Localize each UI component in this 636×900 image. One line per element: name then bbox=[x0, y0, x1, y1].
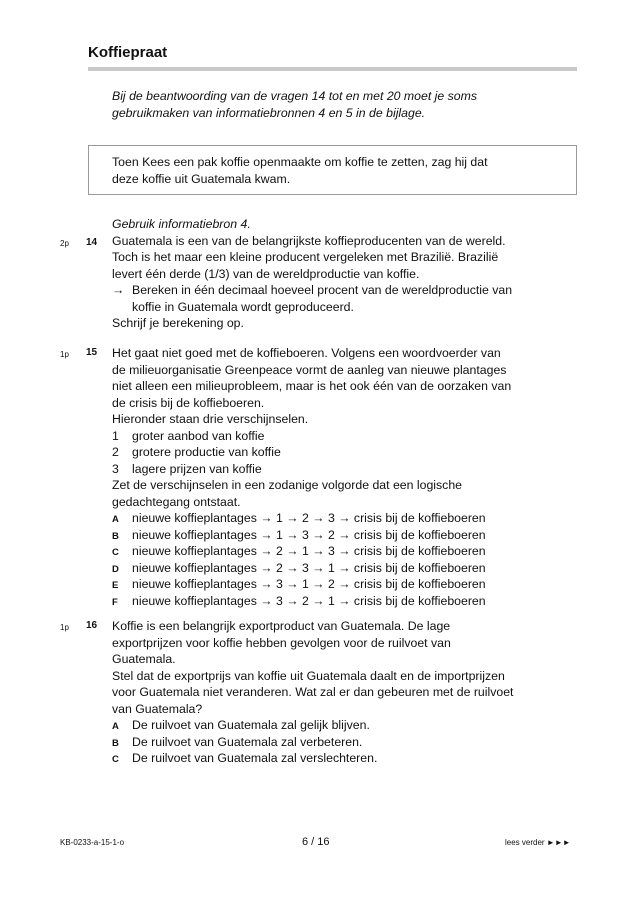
question-16-body bbox=[112, 618, 557, 767]
answer-option[interactable] bbox=[112, 576, 557, 593]
context-box bbox=[88, 145, 577, 195]
option-letter: F bbox=[112, 596, 118, 608]
context-line: Toen Kees een pak koffie openmaakte om koffie te zetten, zag hij dat bbox=[112, 155, 488, 169]
question-text-line: Guatemala. bbox=[112, 652, 176, 666]
intro-line: gebruikmaken van informatiebronnen 4 en 5 in de bijlage. bbox=[112, 105, 426, 120]
answer-option[interactable] bbox=[112, 717, 557, 734]
option-letter: D bbox=[112, 563, 119, 575]
question-number: 15 bbox=[86, 347, 98, 358]
list-text: lagere prijzen van koffie bbox=[132, 461, 262, 476]
list-number: 3 bbox=[112, 461, 119, 476]
title-rule bbox=[88, 67, 577, 71]
question-number: 14 bbox=[86, 237, 98, 248]
task-line bbox=[112, 282, 557, 299]
instruction-line: gedachtegang ontstaat. bbox=[112, 494, 241, 509]
answer-option[interactable] bbox=[112, 543, 557, 560]
answer-option[interactable] bbox=[112, 750, 557, 767]
option-text: De ruilvoet van Guatemala zal verbeteren. bbox=[132, 734, 363, 749]
answer-option[interactable] bbox=[112, 734, 557, 751]
question-points: 1p bbox=[60, 623, 69, 632]
option-letter: E bbox=[112, 580, 119, 591]
continue-indicator: lees verder ►►► bbox=[505, 838, 571, 847]
list-item bbox=[112, 444, 557, 461]
option-text: nieuwe koffieplantages → 1 → 2 → 3 → crisis bij de koffieboeren bbox=[132, 511, 486, 525]
option-text: De ruilvoet van Guatemala zal verslechteren. bbox=[132, 751, 378, 765]
list-text: grotere productie van koffie bbox=[132, 445, 281, 459]
question-text-line: Hieronder staan drie verschijnselen. bbox=[112, 412, 309, 426]
question-text-line: Toch is het maar een kleine producent vergeleken met Brazilië. Brazilië bbox=[112, 250, 499, 264]
context-text bbox=[112, 154, 542, 187]
question-closing: Schrijf je berekening op. bbox=[112, 316, 244, 330]
option-letter: B bbox=[112, 530, 119, 542]
question-text-line: Guatemala is een van de belangrijkste koffieproducenten van de wereld. bbox=[112, 233, 506, 248]
question-points: 2p bbox=[60, 239, 69, 248]
answer-option[interactable] bbox=[112, 593, 557, 610]
question-number: 16 bbox=[86, 620, 98, 631]
exam-code: KB-0233-a-15-1-o bbox=[60, 838, 125, 847]
question-text-line: Koffie is een belangrijk exportproduct van Guatemala. De lage bbox=[112, 619, 451, 633]
question-text-line: exportprijzen voor koffie hebben gevolgen voor de ruilvoet van bbox=[112, 635, 451, 650]
list-number: 2 bbox=[112, 445, 119, 459]
instruction-line: Zet de verschijnselen in een zodanige volgorde dat een logische bbox=[112, 478, 463, 492]
question-text-line: Stel dat de exportprijs van koffie uit Guatemala daalt en de importprijzen bbox=[112, 668, 505, 683]
answer-option[interactable] bbox=[112, 510, 557, 527]
page-number: 6 / 16 bbox=[302, 836, 330, 848]
question-15-body bbox=[112, 345, 557, 609]
list-number: 1 bbox=[112, 428, 119, 443]
question-text-line: de milieuorganisatie Greenpeace vormt de aanleg van nieuwe plantages bbox=[112, 362, 507, 377]
context-line: deze koffie uit Guatemala kwam. bbox=[112, 171, 291, 186]
question-text-line: voor Guatemala niet veranderen. Wat zal er dan gebeuren met de ruilvoet bbox=[112, 685, 514, 699]
option-text: nieuwe koffieplantages → 2 → 1 → 3 → crisis bij de koffieboeren bbox=[132, 544, 486, 558]
option-text: nieuwe koffieplantages → 3 → 1 → 2 → crisis bij de koffieboeren bbox=[132, 577, 486, 591]
option-letter: C bbox=[112, 547, 119, 558]
option-letter: C bbox=[112, 754, 119, 765]
list-item bbox=[112, 461, 557, 478]
option-text: De ruilvoet van Guatemala zal gelijk blijven. bbox=[132, 718, 370, 732]
option-letter: B bbox=[112, 737, 119, 749]
task-text: Bereken in één decimaal hoeveel procent van de wereldproductie van bbox=[132, 283, 513, 297]
option-text: nieuwe koffieplantages → 2 → 3 → 1 → crisis bij de koffieboeren bbox=[132, 560, 486, 575]
question-text-line: van Guatemala? bbox=[112, 701, 203, 716]
option-letter: A bbox=[112, 721, 119, 732]
option-letter: A bbox=[112, 514, 119, 525]
arrow-icon: → bbox=[112, 283, 125, 297]
intro-text bbox=[112, 88, 552, 121]
option-text: nieuwe koffieplantages → 1 → 3 → 2 → crisis bij de koffieboeren bbox=[132, 527, 486, 542]
task-line: koffie in Guatemala wordt geproduceerd. bbox=[132, 299, 354, 314]
question-14-body bbox=[112, 216, 557, 332]
answer-option[interactable] bbox=[112, 560, 557, 577]
section-title: Koffiepraat bbox=[88, 44, 168, 61]
intro-line: Bij de beantwoording van de vragen 14 tot en met 20 moet je soms bbox=[112, 89, 478, 103]
question-points: 1p bbox=[60, 350, 69, 359]
question-text-line: Het gaat niet goed met de koffieboeren. Volgens een woordvoerder van bbox=[112, 346, 501, 360]
question-text-line: niet alleen een milieuprobleem, maar is het ook één van de oorzaken van bbox=[112, 379, 512, 393]
answer-option[interactable] bbox=[112, 527, 557, 544]
question-text-line: de crisis bij de koffieboeren. bbox=[112, 395, 265, 410]
source-reference: Gebruik informatiebron 4. bbox=[112, 217, 251, 231]
option-text: nieuwe koffieplantages → 3 → 2 → 1 → crisis bij de koffieboeren bbox=[132, 593, 486, 608]
list-text: groter aanbod van koffie bbox=[132, 428, 265, 443]
question-text-line: levert één derde (1/3) van de wereldproductie van koffie. bbox=[112, 266, 420, 281]
list-item bbox=[112, 428, 557, 445]
